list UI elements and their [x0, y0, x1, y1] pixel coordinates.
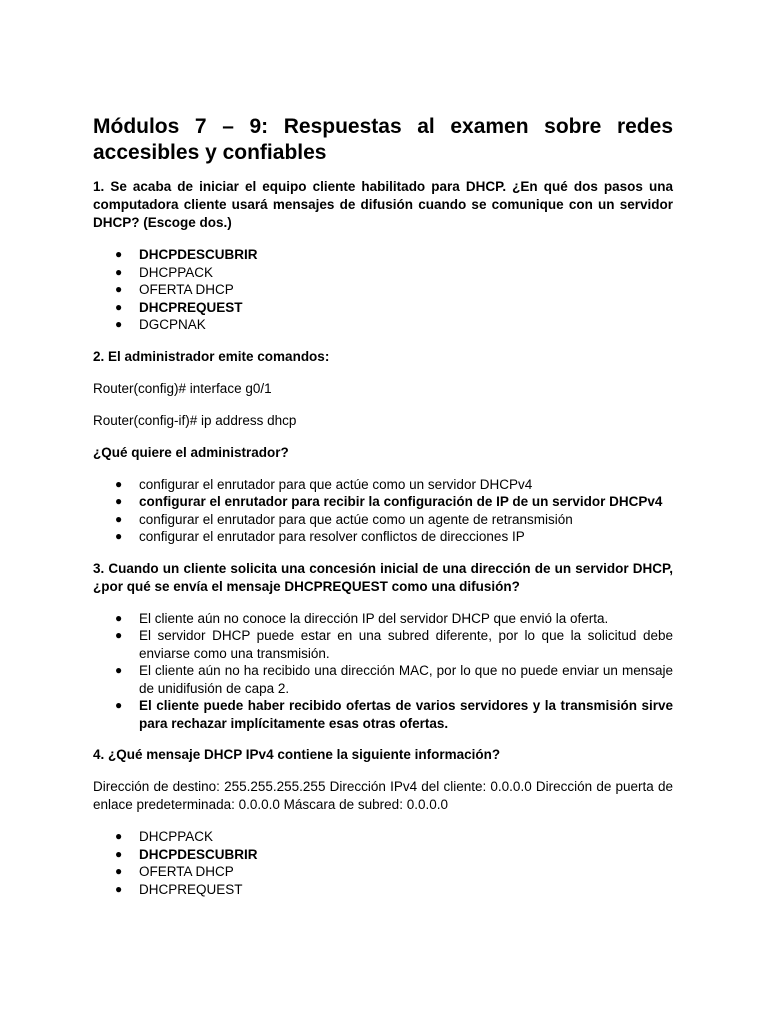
question-3-options [93, 610, 673, 733]
question-4-options [93, 828, 673, 898]
bullet-icon: ● [115, 864, 123, 878]
bullet-icon: ● [115, 247, 123, 261]
question-2-prompt: ¿Qué quiere el administrador? [93, 444, 289, 460]
bullet-icon: ● [115, 881, 123, 896]
option-text: DGCPNAK [139, 317, 206, 332]
option-text: OFERTA DHCP [139, 282, 234, 297]
option-text: configurar el enrutador para recibir la configuración de IP de un servidor DHCPv4 [139, 494, 663, 509]
question-4-info: Dirección de destino: 255.255.255.255 Dirección IPv4 del cliente: 0.0.0.0 Dirección de puerta de enlace predeterminada: 0.0.0.0 Máscara de subred: 0.0.0.0 [93, 779, 673, 812]
document-title: Módulos 7 – 9: Respuestas al examen sobre redes accesibles y confiables [93, 115, 673, 164]
option-item [115, 881, 673, 899]
option-item [115, 264, 673, 282]
option-text: El cliente aún no conoce la dirección IP del servidor DHCP que envió la oferta. [139, 610, 609, 626]
option-item [115, 299, 673, 317]
option-item [115, 316, 673, 334]
option-item [115, 528, 673, 546]
option-item [115, 281, 673, 299]
option-item [115, 863, 673, 881]
bullet-icon: ● [115, 698, 123, 712]
option-item [115, 246, 673, 264]
bullet-icon: ● [115, 494, 123, 508]
option-text: DHCPREQUEST [139, 881, 243, 897]
bullet-icon: ● [115, 829, 123, 843]
question-2 [93, 348, 673, 546]
option-item [115, 662, 673, 697]
question-3 [93, 560, 673, 733]
question-4-text: 4. ¿Qué mensaje DHCP IPv4 contiene la siguiente información? [93, 747, 501, 762]
bullet-icon: ● [115, 282, 123, 296]
option-item [115, 610, 673, 628]
bullet-icon: ● [115, 529, 123, 543]
bullet-icon: ● [115, 476, 123, 491]
question-3-text: 3. Cuando un cliente solicita una concesión inicial de una dirección de un servidor DHCP, ¿por qué se envía el mensaje DHCPREQUEST como una difusión? [93, 560, 673, 594]
option-text: El cliente puede haber recibido ofertas de varios servidores y la transmisión sirve para rechazar implícitamente esas otras ofertas. [139, 698, 673, 731]
option-text: DHCPDESCUBRIR [139, 247, 258, 262]
option-item [115, 697, 673, 732]
bullet-icon: ● [115, 299, 123, 314]
option-text: El cliente aún no ha recibido una dirección MAC, por lo que no puede enviar un mensaje de unidifusión de capa 2. [139, 663, 673, 696]
bullet-icon: ● [115, 317, 123, 331]
option-text: configurar el enrutador para que actúe como un servidor DHCPv4 [139, 476, 533, 492]
option-text: DHCPPACK [139, 829, 214, 844]
option-item [115, 846, 673, 864]
question-2-options [93, 476, 673, 546]
question-1-text: 1. Se acaba de iniciar el equipo cliente habilitado para DHCP. ¿En qué dos pasos una computadora cliente usará mensajes de difusión cuando se comunique con un servidor DHCP? (Escoge dos.) [93, 179, 673, 230]
bullet-icon: ● [115, 511, 123, 526]
bullet-icon: ● [115, 264, 123, 279]
option-item [115, 476, 673, 494]
bullet-icon: ● [115, 846, 123, 861]
command-line-1: Router(config)# interface g0/1 [93, 380, 272, 396]
command-line-2: Router(config-if)# ip address dhcp [93, 412, 297, 428]
option-item [115, 493, 673, 511]
option-text: DHCPPACK [139, 264, 214, 280]
question-1 [93, 178, 673, 334]
bullet-icon: ● [115, 610, 123, 625]
option-item [115, 828, 673, 846]
option-text: configurar el enrutador para resolver conflictos de direcciones IP [139, 529, 525, 544]
option-text: El servidor DHCP puede estar en una subred diferente, por lo que la solicitud debe enviarse como una transmisión. [139, 628, 673, 661]
option-text: configurar el enrutador para que actúe como un agente de retransmisión [139, 511, 573, 527]
question-4 [93, 746, 673, 898]
bullet-icon: ● [115, 663, 123, 677]
bullet-icon: ● [115, 628, 123, 642]
option-item [115, 627, 673, 662]
question-2-text: 2. El administrador emite comandos: [93, 348, 330, 364]
option-text: DHCPREQUEST [139, 299, 243, 315]
document-page [93, 114, 673, 912]
option-text: OFERTA DHCP [139, 864, 234, 879]
question-1-options [93, 246, 673, 334]
option-item [115, 511, 673, 529]
option-text: DHCPDESCUBRIR [139, 846, 258, 862]
